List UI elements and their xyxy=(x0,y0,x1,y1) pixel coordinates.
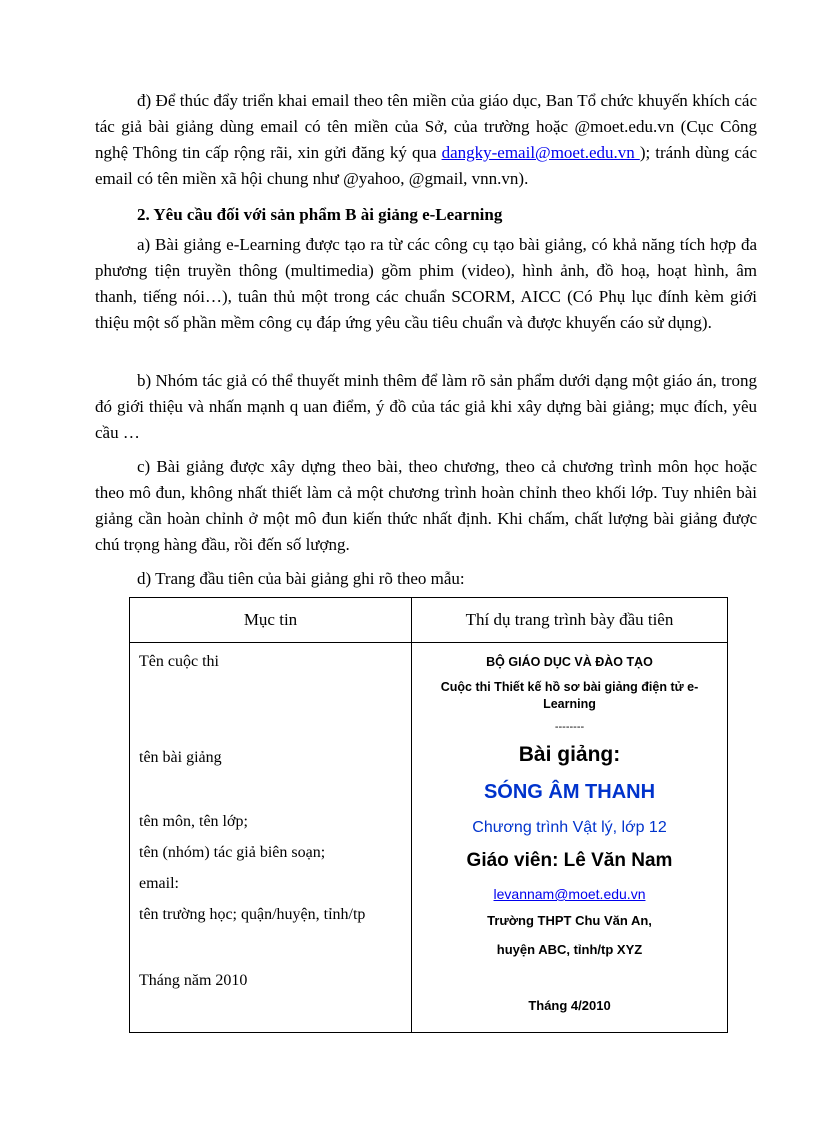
section-d-text-after: ); tránh dùng các email có tên miền xã hội chung như @yahoo, @gmail, vnn.vn). xyxy=(95,143,757,188)
section-d-paragraph xyxy=(95,88,757,192)
field-lesson-name: tên bài giảng xyxy=(139,749,222,766)
sample-lesson-title: SÓNG ÂM THANH xyxy=(483,781,656,803)
field-contest-name: Tên cuộc thi xyxy=(139,653,219,670)
sample-ministry: BỘ GIÁO DỤC VÀ ĐÀO TẠO xyxy=(486,655,653,669)
sample-date: Tháng 4/2010 xyxy=(528,998,611,1013)
sample-email-link[interactable]: levannam@moet.edu.vn xyxy=(493,886,646,902)
sample-divider: -------- xyxy=(554,721,585,733)
sample-school: Trường THPT Chu Văn An, xyxy=(487,913,652,928)
sample-teacher: Giáo viên: Lê Văn Nam xyxy=(466,850,673,871)
section-2-paragraph-a: a) Bài giảng e-Learning được tạo ra từ các công cụ tạo bài giảng, có khả năng tích hợp đa phương tiện truyền thông (multimedia) gồm phim (video), hình ảnh, đồ hoạ, hoạt hình, âm thanh, tiếng nói…), tuân thủ một trong các chuẩn SCORM, AICC (Có Phụ lục đính kèm giới thiệu một số phần mềm công cụ đáp ứng yêu cầu tiêu chuẩn và được khuyến cáo sử dụng). xyxy=(95,235,757,332)
table-header-field: Mục tin xyxy=(130,598,412,643)
field-list-cell xyxy=(130,643,412,1033)
field-date: Tháng năm 2010 xyxy=(139,972,248,989)
sample-district: huyện ABC, tỉnh/tp XYZ xyxy=(496,942,643,957)
example-title-page-cell xyxy=(412,643,728,1033)
sample-lesson-label: Bài giảng: xyxy=(518,743,621,766)
sample-program: Chương trình Vật lý, lớp 12 xyxy=(472,819,667,836)
section-2-paragraph-d: d) Trang đầu tiên của bài giảng ghi rõ theo mẫu: xyxy=(137,569,465,588)
registration-email-link[interactable]: dangky-email@moet.edu.vn xyxy=(441,143,640,162)
title-page-template-table xyxy=(129,597,728,1033)
section-d-text-before: đ) Để thúc đẩy triển khai email theo tên miền của giáo dục, Ban Tổ chức khuyến khích các tác giả bài giảng dùng email có tên miền của Sở, của trường hoặc @moet.edu.vn (Cục Công nghệ Thông tin cấp rộng rãi, xin gửi đăng ký qua xyxy=(95,91,757,162)
field-authors: tên (nhóm) tác giả biên soạn; xyxy=(139,844,326,861)
field-email: email: xyxy=(139,875,179,892)
section-2-paragraph-b: b) Nhóm tác giả có thể thuyết minh thêm để làm rõ sản phẩm dưới dạng một giáo án, trong đó giới thiệu và nhấn mạnh q uan điểm, ý đồ của tác giả khi xây dựng bài giảng; mục đích, yêu cầu … xyxy=(95,371,757,442)
section-2-heading: 2. Yêu cầu đối với sản phẩm B ài giảng e-Learning xyxy=(137,205,503,224)
sample-contest-name: Cuộc thi Thiết kế hồ sơ bài giảng điện tử e-Learning xyxy=(440,680,699,711)
field-subject-class: tên môn, tên lớp; xyxy=(139,813,248,830)
section-2-paragraph-c: c) Bài giảng được xây dựng theo bài, theo chương, theo cả chương trình môn học hoặc theo mô đun, không nhất thiết làm cả một chương trình hoàn chỉnh theo khối lớp. Tuy nhiên bài giảng cần hoàn chỉnh ở một mô đun kiến thức nhất định. Khi chấm, chất lượng bài giảng được chú trọng hàng đầu, rồi đến số lượng. xyxy=(95,457,757,554)
table-header-example: Thí dụ trang trình bày đầu tiên xyxy=(412,598,728,643)
field-school-location: tên trường học; quận/huyện, tỉnh/tp xyxy=(139,906,366,923)
